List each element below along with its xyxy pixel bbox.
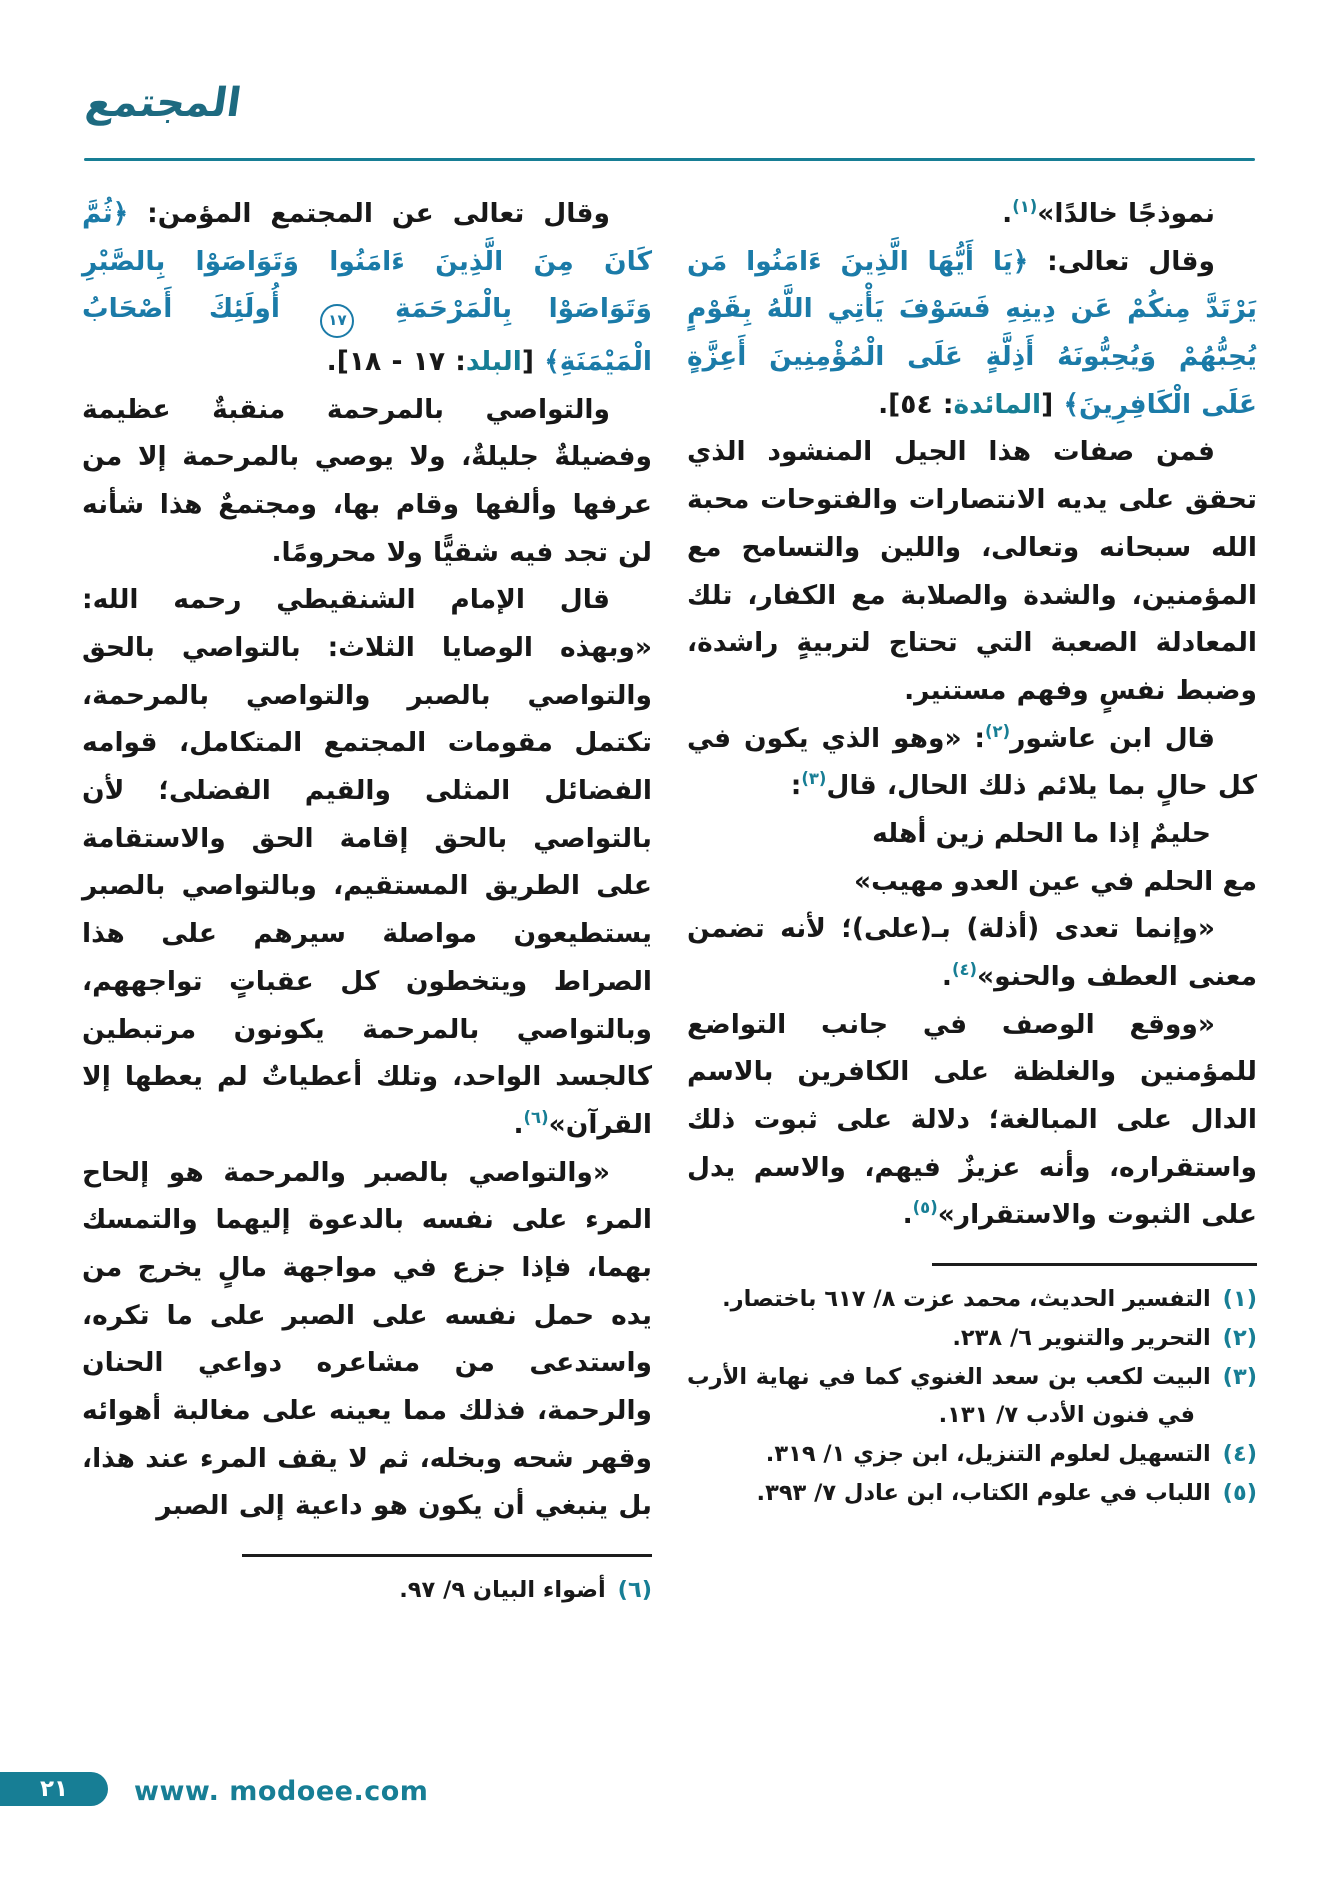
footnote-item-2 [687,1319,1257,1358]
quran-verse-balad-part2: أُولَئِكَ أَصْحَابُ الْمَيْمَنَةِ﴾ [82,293,652,377]
header-divider-line [84,158,1255,161]
body-text: : ١٧ - ١٨]. [326,345,466,377]
body-text: وقال تعالى: [1028,245,1215,277]
quran-paragraph-balad [82,190,652,386]
paragraph-tawasi-marhamah: والتواصي بالمرحمة منقبةٌ عظيمة وفضيلةٌ جليلةٌ، ولا يوصي بالمرحمة إلا من عرفها وألفها وقام بها، ومجتمعٌ هذا شأنه لن تجد فيه شقيًّا ولا محرومًا. [82,393,652,568]
body-text: «وإنما تعدى (أذلة) بـ(على)؛ لأنه تضمن معنى العطف والحنو» [687,913,1257,992]
body-text: . [941,961,952,992]
footnote-number: (٣) [1222,1363,1257,1390]
footnote-marker-5: (٥) [912,1198,938,1218]
paragraph-tawasi-sabr: «والتواصي بالصبر والمرحمة هو إلحاح المرء على نفسه بالدعوة إليهما والتمسك بهما، فإذا جزع في مواجهة مالٍ يخرج من يده حمل نفسه على الصبر على ما تكره، واستدعى من مشاعره دواعي الحنان والرحمة، فذلك مما يعينه على مغالبة أهوائه وقهر شحه وبخله، ثم لا يقف المرء عند هذا، بل ينبغي أن يكون هو داعية إلى الصبر [82,1156,652,1522]
body-text: وقال تعالى عن المجتمع المؤمن: [128,198,610,229]
body-text: : ٥٤]. [878,388,954,420]
poetry-line-1: حليمٌ إذا ما الحلم زين أهله [872,817,1211,849]
ayah-number-medallion: ١٧ [320,304,354,338]
paragraph-description-humility [687,1001,1257,1239]
footnote-text: أضواء البيان ٩/ ٩٧. [399,1577,606,1604]
footnote-text: التسهيل لعلوم التنزيل، ابن جزي ١/ ٣١٩. [765,1440,1211,1467]
body-text: . [902,1199,913,1231]
footnote-item-5 [687,1474,1257,1513]
footnote-marker-3: (٣) [801,769,827,789]
paragraph-ibn-ashur [687,715,1257,810]
footnote-item-3 [687,1358,1257,1435]
footnote-marker-4: (٤) [951,960,978,980]
quran-paragraph-maidah [687,238,1257,429]
left-column [82,190,652,1610]
body-text: «ووقع الوصف في جانب التواضع للمؤمنين والغلظة على الكافرين بالاسم الدال على المبالغة؛ دلالة على ثبوت ذلك واستقراره، وأنه عزيزٌ فيهم، والاسم يدل على الثبوت والاستقرار» [687,1008,1257,1231]
poetry-line-2: مع الحلم في عين العدو مهيب» [854,865,1257,897]
footnote-marker-6: (٦) [523,1108,549,1128]
page-number: ٢١ [39,1776,69,1802]
footnote-text: اللباب في علوم الكتاب، ابن عادل ٧/ ٣٩٣. [756,1479,1211,1506]
footnote-marker-1: (١) [1012,197,1038,217]
right-column [687,190,1257,1512]
paragraph-continuation [687,190,1257,238]
footnote-item-6 [82,1571,652,1610]
footnote-number: (٤) [1222,1440,1257,1467]
footnotes-right-column [687,1263,1257,1512]
footnote-number: (١) [1222,1286,1257,1313]
body-text: : «وهو الذي يكون في كل حالٍ بما يلائم ذلك الحال، قال [687,722,1257,802]
body-text: . [513,1108,524,1140]
footnote-text: التحرير والتنوير ٦/ ٢٣٨. [952,1324,1211,1351]
body-text: قال الإمام الشنقيطي رحمه الله: «وبهذه الوصايا الثلاث: بالتواصي بالحق والتواصي بالصبر والتواصي بالمرحمة، تكتمل مقومات المجتمع المتكامل، قوامه الفضائل المثلى والقيم الفضلى؛ لأن بالتواصي بالحق إقامة الحق والاستقامة على الطريق المستقيم، وبالتواصي بالصبر يستطيعون مواصلة سيرهم على هذا الصراط ويتخطون كل عقباتٍ تواجههم، وبالتواصي بالمرحمة يكونون مرتبطين كالجسد الواحد، وتلك أعطياتٌ لم يعطها إلا القرآن» [82,584,652,1140]
body-text: : [790,770,802,802]
paragraph-generation-traits: فمن صفات هذا الجيل المنشود الذي تحقق على يديه الانتصارات والفتوحات محبة الله سبحانه وتعالى، واللين والتسامح مع المؤمنين، والشدة والصلابة مع الكفار، تلك المعادلة الصعبة التي تحتاج لتربيةٍ راشدة، وضبط نفسٍ وفهم مستنير. [687,436,1257,706]
body-text: [ [521,345,545,377]
footnote-separator-line [242,1554,652,1557]
body-text: . [1002,198,1013,229]
quran-verse-balad-part1: ﴿ثُمَّ كَانَ مِنَ الَّذِينَ ءَامَنُوا وَتَوَاصَوْا بِالصَّبْرِ وَتَوَاصَوْا بِالْمَرْحَمَةِ [82,198,652,325]
footnotes-left-column [82,1554,652,1610]
paragraph-shanqiti-quote [82,576,652,1148]
footnote-marker-2: (٢) [985,721,1011,741]
body-text: قال ابن عاشور [1010,722,1215,754]
paragraph-adhillah-explanation [687,905,1257,1000]
footnote-text: البيت لكعب بن سعد الغنوي كما في نهاية الأرب في فنون الأدب ٧/ ١٣١. [687,1363,1211,1429]
page-number-tab [0,1772,108,1806]
book-title-logo: المجتمع [82,80,245,126]
footnote-item-4 [687,1435,1257,1474]
footnote-number: (٢) [1222,1324,1257,1351]
body-text: نموذجًا خالدًا» [1037,198,1215,229]
surah-name-maidah: المائدة [953,388,1042,420]
website-url: www. modoee.com [134,1776,429,1807]
footnote-separator-line [932,1263,1257,1266]
surah-name-balad: البلد [465,345,522,377]
quran-verse-maidah: ﴿يَا أَيُّهَا الَّذِينَ ءَامَنُوا مَن يَرْتَدَّ مِنكُمْ عَن دِينِهِ فَسَوْفَ يَأْتِي اللَّهُ بِقَوْمٍ يُحِبُّهُمْ وَيُحِبُّونَهُ أَذِلَّةٍ عَلَى الْمُؤْمِنِينَ أَعِزَّةٍ عَلَى الْكَافِرِينَ﴾ [687,245,1257,420]
body-text: [ [1041,388,1064,420]
footnote-item-1 [687,1280,1257,1319]
footnote-text: التفسير الحديث، محمد عزت ٨/ ٦١٧ باختصار. [722,1286,1211,1313]
footnote-number: (٥) [1222,1479,1257,1506]
footnote-number: (٦) [617,1577,652,1604]
